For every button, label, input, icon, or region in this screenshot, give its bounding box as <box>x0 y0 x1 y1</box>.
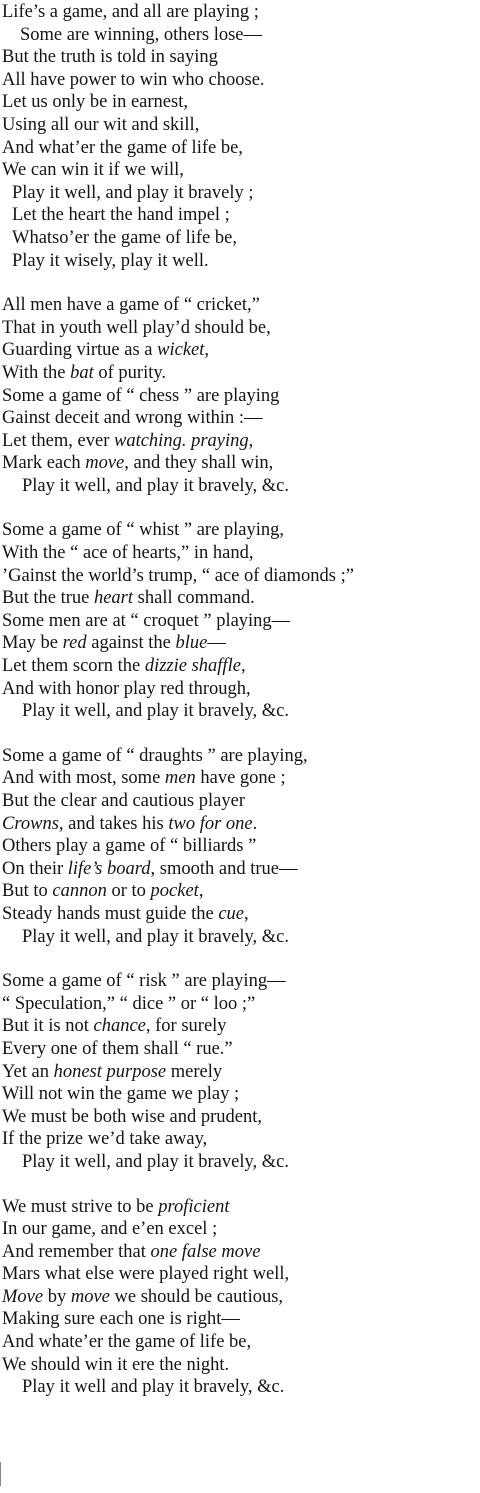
italic-word: move <box>70 1286 110 1307</box>
line-segment: But the true <box>2 588 94 609</box>
poem-line: “ Speculation,” “ dice ” or “ loo ;” <box>2 993 256 1014</box>
italic-word: wicket <box>157 340 205 361</box>
poem-line: Others play a game of “ billiards ” <box>2 836 257 857</box>
poem-line: If the prize we’d take away, <box>2 1129 208 1150</box>
poem-line: Life’s a game, and all are playing ; <box>2 2 259 22</box>
italic-word: one false move <box>150 1241 261 1262</box>
poem-line: Whatso’er the game of life be, <box>12 227 237 248</box>
line-segment: . <box>252 813 258 834</box>
line-segment: , <box>244 903 249 924</box>
poem-line: Let the heart the hand impel ; <box>12 205 230 226</box>
poem-line: Some a game of “ risk ” are playing— <box>2 971 286 992</box>
italic-word: cannon <box>52 881 107 902</box>
italic-word: men <box>164 768 196 789</box>
line-segment: , <box>240 656 246 677</box>
line-segment: Let them scorn the <box>2 656 145 677</box>
poem-line: Play it wisely, play it well. <box>12 250 209 271</box>
line-segment: May be <box>2 633 63 654</box>
poem-line: Making sure each one is right— <box>2 1309 240 1330</box>
italic-word: proficient <box>158 1196 230 1217</box>
poem-line <box>0 362 480 385</box>
line-segment: — <box>207 633 226 654</box>
line-segment: shall command. <box>133 588 255 609</box>
italic-word: life’s board <box>67 858 151 879</box>
line-segment: , and they shall win, <box>124 453 274 474</box>
poem-line <box>0 1241 480 1264</box>
line-segment: have gone ; <box>195 768 286 789</box>
line-segment: We must strive to be <box>2 1196 159 1217</box>
poem-line: We must be both wise and prudent, <box>2 1106 263 1127</box>
poem-line <box>0 858 480 881</box>
line-segment: But to <box>2 881 53 902</box>
margin-rule-mark <box>0 1462 1 1486</box>
line-segment: And remember that <box>2 1241 151 1262</box>
poem-line: And whate’er the game of life be, <box>2 1332 252 1353</box>
poem-line: With the “ ace of hearts,” in hand, <box>2 543 254 564</box>
poem-line <box>0 339 480 362</box>
line-segment: , and takes his <box>58 813 169 834</box>
line-segment: of purity. <box>93 362 167 383</box>
poem-line <box>0 1015 480 1038</box>
italic-word: heart <box>93 588 134 609</box>
poem-line: Mars what else were played right well, <box>2 1264 290 1285</box>
poem-line: Using all our wit and skill, <box>2 114 200 135</box>
poem-line <box>0 430 480 453</box>
line-segment: against the <box>86 633 176 654</box>
poem-line: ’Gainst the world’s trump, “ ace of diamonds ;” <box>2 565 354 586</box>
stanza <box>0 745 480 948</box>
poem-line <box>0 655 480 678</box>
italic-word: move <box>85 453 125 474</box>
line-segment: we should be cautious, <box>109 1286 284 1307</box>
line-segment: Guarding virtue as a <box>2 340 158 361</box>
line-segment: Yet an <box>2 1061 54 1082</box>
poem-line: Play it well, and play it bravely, &c. <box>22 1151 289 1172</box>
line-segment: or to <box>106 881 151 902</box>
italic-word: dizzie shaffle <box>144 656 241 677</box>
line-segment: Steady hands must guide the <box>2 903 219 924</box>
line-segment: , smooth and true— <box>150 858 298 879</box>
poem-line: Will not win the game we play ; <box>2 1084 240 1105</box>
poem-line: We can win it if we will, <box>2 160 184 181</box>
poem-line: Let us only be in earnest, <box>2 92 188 113</box>
line-segment: , <box>204 340 210 361</box>
poem-line <box>0 880 480 903</box>
line-segment: by <box>43 1286 71 1307</box>
poem-line: All have power to win who choose. <box>2 69 265 90</box>
poem-line: Play it well, and play it bravely ; <box>12 182 254 203</box>
poem-line <box>0 632 480 655</box>
poem-line: Play it well, and play it bravely, &c. <box>22 701 289 722</box>
line-segment: merely <box>166 1061 223 1082</box>
line-segment: , <box>248 430 254 451</box>
poem-line <box>0 813 480 836</box>
italic-word: Crowns <box>2 813 59 834</box>
italic-word: two for one <box>168 813 253 834</box>
poem-line: All men have a game of “ cricket,” <box>2 295 260 316</box>
poem-line: Some men are at “ croquet ” playing— <box>2 610 291 631</box>
italic-word: Move <box>2 1286 44 1307</box>
poem-line: We should win it ere the night. <box>2 1354 230 1375</box>
italic-word: chance <box>93 1016 146 1037</box>
poem-line: But the truth is told in saying <box>2 47 218 68</box>
poem-line: Play it well, and play it bravely, &c. <box>22 926 289 947</box>
line-segment: Mark each <box>2 453 86 474</box>
stanza <box>0 1196 480 1399</box>
italic-word: bat <box>70 362 94 383</box>
poem-line: And what’er the game of life be, <box>2 137 243 158</box>
poem-line: Some a game of “ draughts ” are playing, <box>2 745 308 766</box>
poem-line <box>0 452 480 475</box>
italic-word: blue <box>175 633 208 654</box>
line-segment: But it is not <box>2 1016 94 1037</box>
poem-line <box>0 1061 480 1084</box>
poem-line: Play it well and play it bravely, &c. <box>22 1377 285 1398</box>
italic-word: honest purpose <box>53 1061 167 1082</box>
stanza <box>0 970 480 1173</box>
poem-line <box>0 1286 480 1309</box>
italic-word: red <box>62 633 87 654</box>
line-segment: , <box>198 881 204 902</box>
line-segment: And with most, some <box>2 768 165 789</box>
poem-line: And with honor play red through, <box>2 678 251 699</box>
poem-line: Play it well, and play it bravely, &c. <box>22 475 289 496</box>
stanza <box>0 1 480 272</box>
poem-line: Every one of them shall “ rue.” <box>2 1038 233 1059</box>
stanza <box>0 519 480 722</box>
poem-line: In our game, and e’en excel ; <box>2 1219 218 1240</box>
poem-line: Gainst deceit and wrong within :— <box>2 408 263 429</box>
stanza <box>0 294 480 497</box>
poem-line <box>0 1196 480 1219</box>
poem-line: Some a game of “ whist ” are playing, <box>2 520 285 541</box>
line-segment: On their <box>2 858 68 879</box>
poem-line: Some are winning, others lose— <box>20 24 262 45</box>
italic-word: pocket <box>150 881 199 902</box>
italic-word: cue <box>218 903 245 924</box>
poem-line: But the clear and cautious player <box>2 791 245 811</box>
poem-line: Some a game of “ chess ” are playing <box>2 385 280 406</box>
line-segment: With the <box>2 362 71 383</box>
poem-line <box>0 767 480 790</box>
line-segment: , for surely <box>145 1016 227 1037</box>
poem-line <box>0 903 480 926</box>
poem-line <box>0 587 480 610</box>
line-segment: Let them, ever <box>2 430 114 451</box>
poem-line: That in youth well play’d should be, <box>2 317 271 338</box>
italic-word: watching. praying <box>113 430 249 451</box>
